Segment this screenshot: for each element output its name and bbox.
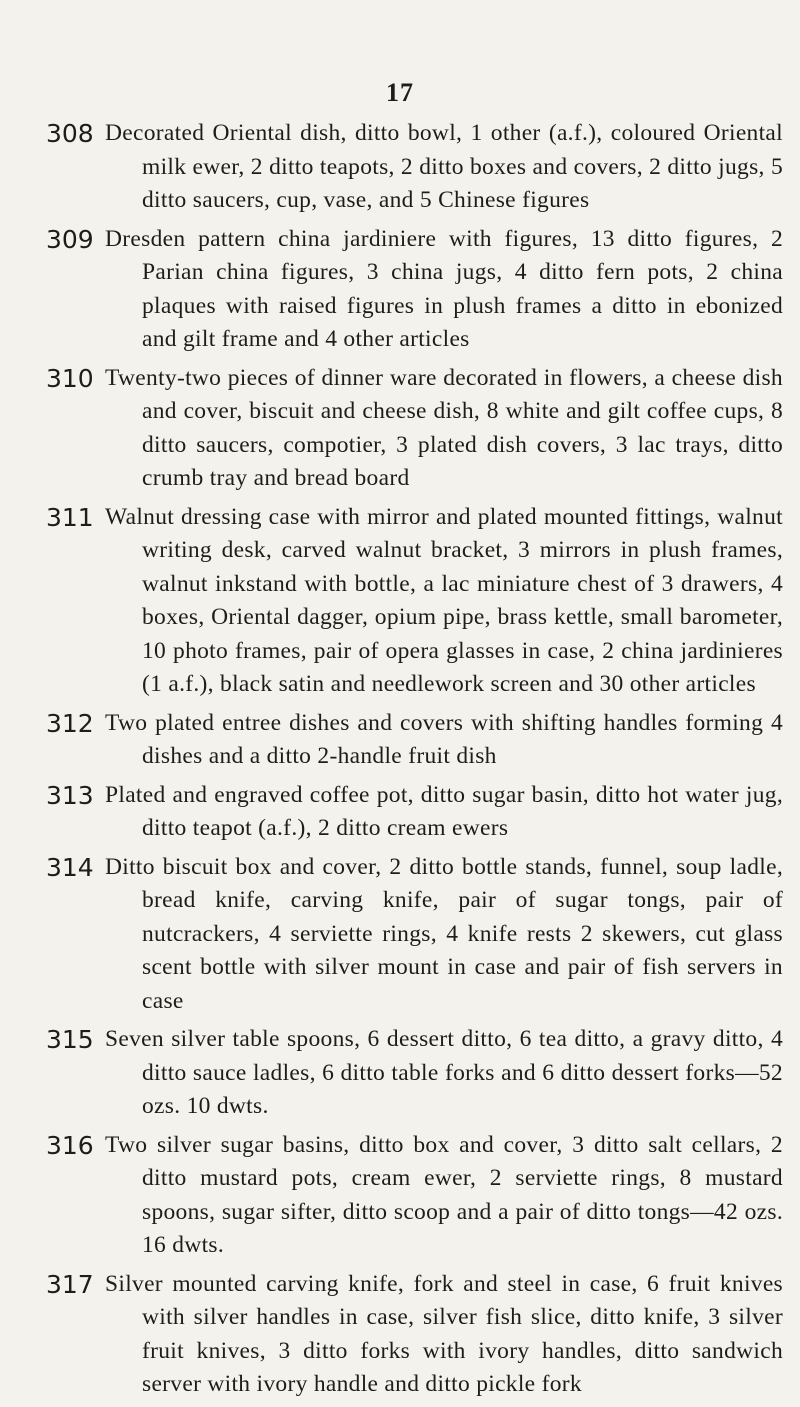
lot-entry: [0, 851, 800, 1019]
lot-number: 315: [46, 1025, 94, 1054]
lot-number: 314: [46, 852, 94, 882]
lot-entry: [0, 1268, 800, 1402]
lot-list: [0, 117, 800, 1407]
lot-description: Two silver sugar basins, ditto box and cover, 3 ditto salt cellars, 2 ditto mustard pots, cream ewer, 2 serviette rings, 8 mustard spoons, sugar sifter, ditto scoop and a pair of ditto tongs—42 ozs. 16 dwts.: [105, 1131, 783, 1258]
lot-description: Walnut dressing case with mirror and plated mounted fittings, walnut writing desk, carved walnut bracket, 3 mirrors in plush frames, walnut inkstand with bottle, a lac miniature chest of 3 drawers, 4 boxes, Oriental dagger, opium pipe, brass kettle, small barometer, 10 photo frames, pair of opera glasses in case, 2 china jardinieres (1 a.f.), black satin and needlework screen and 30 other articles: [105, 503, 783, 697]
lot-description: Ditto biscuit box and cover, 2 ditto bottle stands, funnel, soup ladle, bread knife, carving knife, pair of sugar tongs, pair of nutcrackers, 4 serviette rings, 4 knife rests 2 skewers, cut glass scent bottle with silver mount in case and pair of fish servers in case: [105, 853, 783, 1014]
page-number: 17: [386, 78, 414, 107]
lot-entry: [0, 223, 800, 357]
lot-number: 316: [46, 1130, 94, 1160]
lot-description: Silver mounted carving knife, fork and steel in case, 6 fruit knives with silver handles in case, silver fish slice, ditto knife, 3 silver fruit knives, 3 ditto forks with ivory handles, ditto sandwich server with ivory handle and ditto pickle fork: [105, 1270, 783, 1397]
lot-description: Dresden pattern china jardiniere with figures, 13 ditto figures, 2 Parian china figures, 3 china jugs, 4 ditto fern pots, 2 china plaques with raised figures in plush frames a ditto in ebonized and gilt frame and 4 other articles: [105, 225, 783, 352]
lot-entry: [0, 362, 800, 496]
lot-entry: [0, 707, 800, 774]
lot-entry: [0, 117, 800, 218]
lot-number: 317: [46, 1269, 94, 1299]
lot-description: Decorated Oriental dish, ditto bowl, 1 other (a.f.), coloured Oriental milk ewer, 2 ditto teapots, 2 ditto boxes and covers, 2 ditto jugs, 5 ditto saucers, cup, vase, and 5 Chinese figures: [105, 120, 783, 213]
lot-entry: [0, 501, 800, 702]
lot-number: 308: [46, 119, 94, 148]
lot-number: 310: [46, 363, 94, 393]
lot-description: Twenty-two pieces of dinner ware decorated in flowers, a cheese dish and cover, biscuit and cheese dish, 8 white and gilt coffee cups, 8 ditto saucers, compotier, 3 plated dish covers, 3 lac trays, ditto crumb tray and bread board: [105, 364, 783, 491]
lot-number: 309: [46, 224, 94, 254]
lot-entry: [0, 1023, 800, 1124]
lot-description: Plated and engraved coffee pot, ditto sugar basin, ditto hot water jug, ditto teapot (a.f.), 2 ditto cream ewers: [105, 781, 783, 841]
lot-description: Two plated entree dishes and covers with shifting handles forming 4 dishes and a ditto 2-handle fruit dish: [105, 709, 783, 769]
lot-number: 312: [46, 708, 94, 738]
lot-description: Seven silver table spoons, 6 dessert ditto, 6 tea ditto, a gravy ditto, 4 ditto sauce ladles, 6 ditto table forks and 6 ditto dessert forks—52 ozs. 10 dwts.: [105, 1026, 783, 1119]
lot-entry: [0, 1129, 800, 1263]
lot-number: 313: [46, 780, 94, 810]
lot-number: 311: [46, 502, 94, 532]
lot-entry: [0, 779, 800, 846]
